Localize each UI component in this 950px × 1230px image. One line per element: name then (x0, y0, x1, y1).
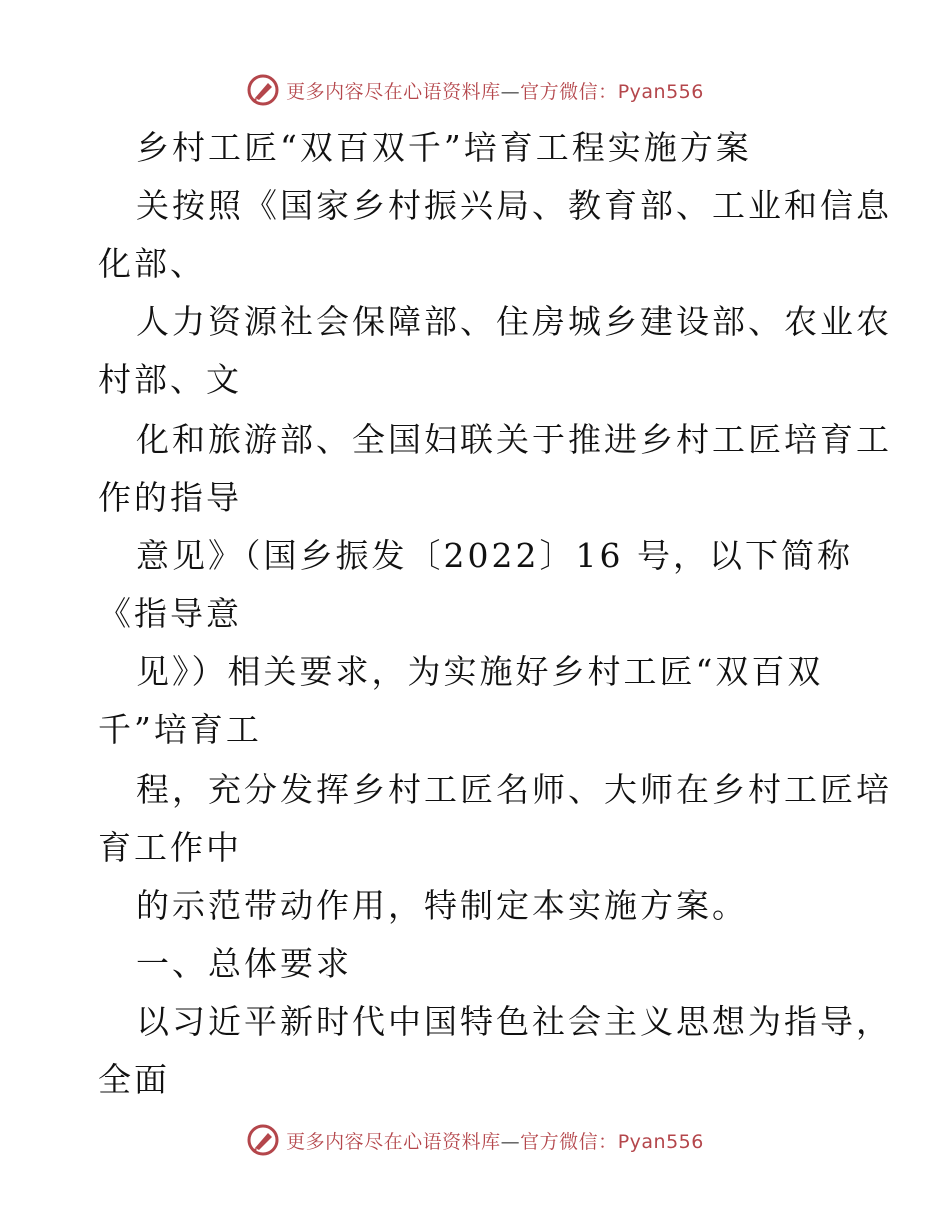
paragraph-line: 关按照《国家乡村振兴局、教育部、工业和信息 (136, 186, 892, 225)
paragraph-line: 人力资源社会保障部、住房城乡建设部、农业农 (136, 302, 892, 341)
paragraph-line: 以习近平新时代中国特色社会主义思想为指导， (136, 1002, 892, 1041)
paragraph-line: 育工作中 (98, 828, 242, 867)
watermark-text: 更多内容尽在心语资料库—官方微信：Pyan556 (286, 80, 704, 103)
pen-logo-icon (246, 73, 280, 107)
header-watermark (0, 72, 950, 108)
paragraph-line: 千”培育工 (98, 710, 262, 749)
document-title: 乡村工匠“双百双千”培育工程实施方案 (136, 128, 752, 167)
section-heading: 一、总体要求 (136, 944, 352, 983)
paragraph-line: 程，充分发挥乡村工匠名师、大师在乡村工匠培 (136, 770, 892, 809)
paragraph-line: 全面 (98, 1060, 170, 1099)
paragraph-line: 见》）相关要求，为实施好乡村工匠“双百双 (136, 652, 824, 691)
footer-watermark (0, 1122, 950, 1158)
pen-logo-icon (246, 1123, 280, 1157)
paragraph-line: 意见》（国乡振发〔2022〕16 号，以下简称 (136, 536, 853, 575)
watermark-text: 更多内容尽在心语资料库—官方微信：Pyan556 (286, 1130, 704, 1153)
paragraph-line: 《指导意 (98, 594, 242, 633)
paragraph-line: 的示范带动作用，特制定本实施方案。 (136, 886, 748, 925)
paragraph-line: 作的指导 (98, 478, 242, 517)
paragraph-line: 村部、文 (98, 360, 242, 399)
paragraph-line: 化和旅游部、全国妇联关于推进乡村工匠培育工 (136, 420, 892, 459)
paragraph-line: 化部、 (98, 244, 206, 283)
